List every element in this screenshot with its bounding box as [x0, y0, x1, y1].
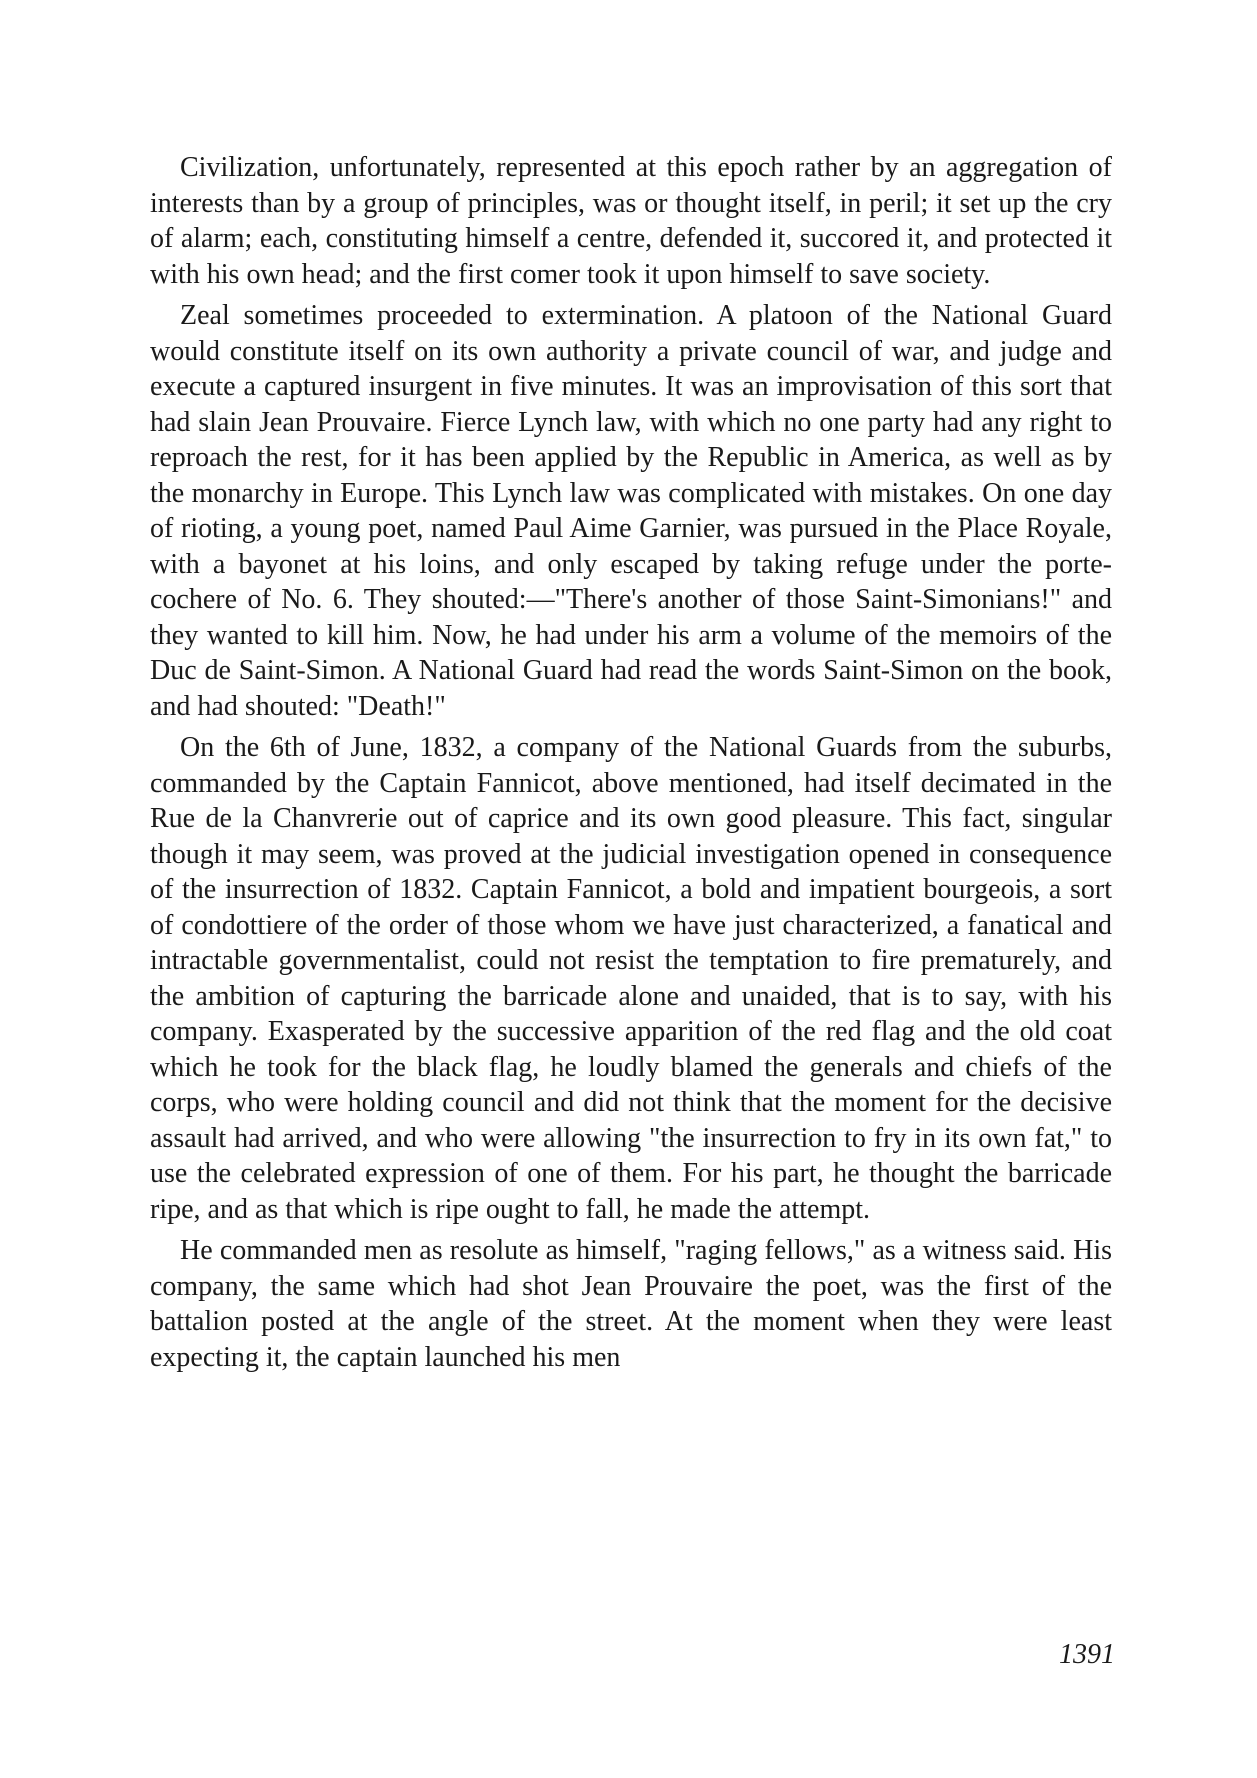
paragraph-sixth-of-june: On the 6th of June, 1832, a company of the National Guards from the suburbs, commanded by the Captain Fannicot, above mentioned, had itself decimated in the Rue de la Chanvrerie out of caprice and its own good pleasure. This fact, singular though it may seem, was proved at the judicial investigation opened in consequence of the insurrection of 1832. Captain Fannicot, a bold and impatient bourgeois, a sort of condottiere of the order of those whom we have just characterized, a fanatical and intractable governmentalist, could not resist the temptation to fire prematurely, and the ambition of capturing the barricade alone and unaided, that is to say, with his company. Exasperated by the successive apparition of the red flag and the old coat which he took for the black flag, he loudly blamed the generals and chiefs of the corps, who were holding council and did not think that the moment for the decisive assault had arrived, and who were allowing "the insurrection to fry in its own fat," to use the celebrated expression of one of them. For his part, he thought the barricade ripe, and as that which is ripe ought to fall, he made the attempt. [150, 732, 1112, 1225]
page-number: 1391 [1059, 1639, 1115, 1670]
paragraph-civilization: Civilization, unfortunately, represented at this epoch rather by an aggregation of interests than by a group of principles, was or thought itself, in peril; it set up the cry of alarm; each, constituting himself a centre, defended it, succored it, and protected it with his own head; and the first comer took it upon himself to save society. [150, 152, 1112, 290]
page-body [150, 150, 1112, 1381]
paragraph-zeal: Zeal sometimes proceeded to extermination. A platoon of the National Guard would constitute itself on its own authority a private council of war, and judge and execute a captured insurgent in five minutes. It was an improvisation of this sort that had slain Jean Prouvaire. Fierce Lynch law, with which no one party had any right to reproach the rest, for it has been applied by the Republic in America, as well as by the monarchy in Europe. This Lynch law was complicated with mistakes. On one day of rioting, a young poet, named Paul Aime Garnier, was pursued in the Place Royale, with a bayonet at his loins, and only escaped by taking refuge under the porte-cochere of No. 6. They shouted:—"There's another of those Saint-Simonians!" and they wanted to kill him. Now, he had under his arm a volume of the memoirs of the Duc de Saint-Simon. A National Guard had read the words Saint-Simon on the book, and had shouted: "Death!" [150, 300, 1112, 722]
paragraph-commanded-men: He commanded men as resolute as himself, "raging fellows," as a witness said. His company, the same which had shot Jean Prouvaire the poet, was the first of the battalion posted at the angle of the street. At the moment when they were least expecting it, the captain launched his men [150, 1235, 1112, 1373]
